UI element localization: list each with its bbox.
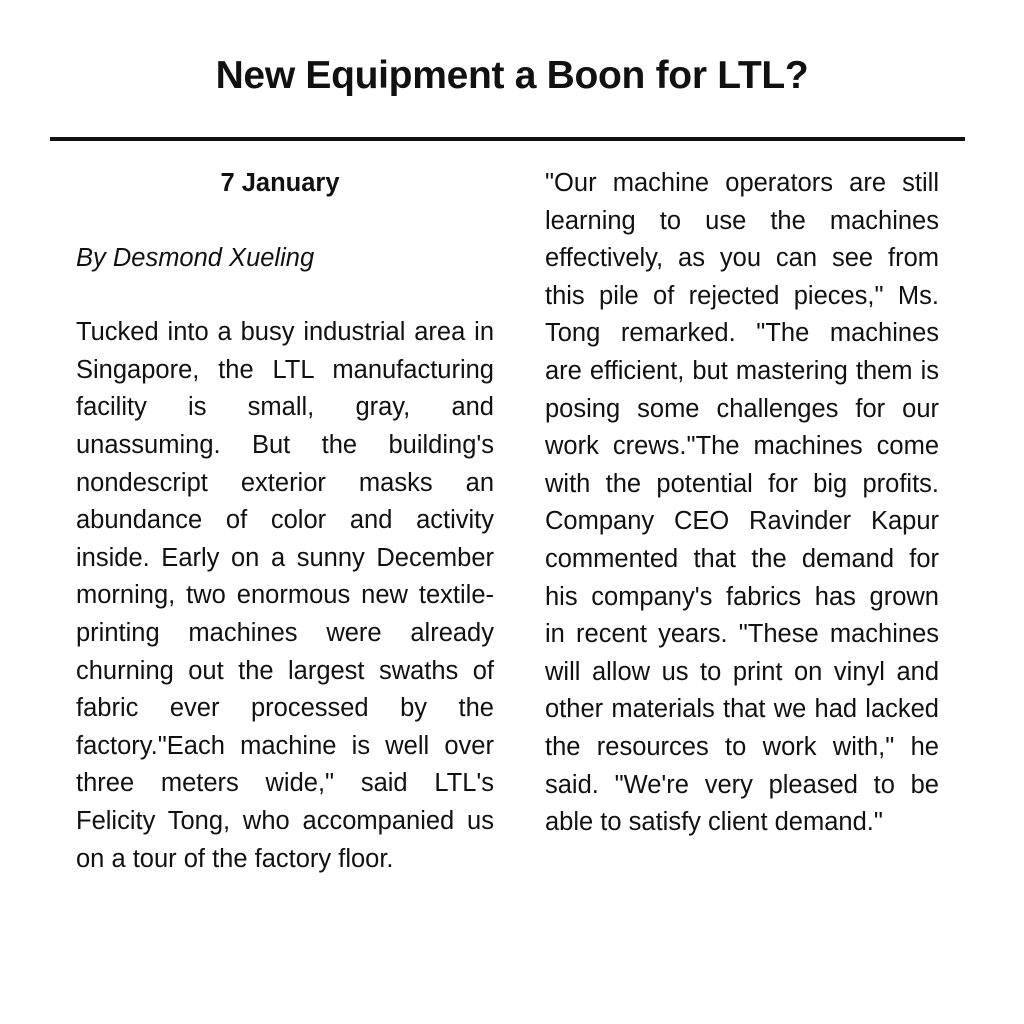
article-byline: By Desmond Xueling — [76, 243, 315, 272]
headline-divider — [50, 137, 965, 141]
article-paragraph-left: Tucked into a busy industrial area in Singapore, the LTL manufacturing facility is small, gray, and unassuming. But the building's nondescript exterior masks an abundance of color and activity inside. Early on a sunny December morning, two enormous new textile-printing machines were already churning out the largest swaths of fabric ever processed by the factory."Each machine is well over three meters wide," said LTL's Felicity Tong, who accompanied us on a tour of the factory floor. — [76, 318, 494, 873]
article-column-right — [545, 165, 939, 842]
article-date: 7 January — [220, 169, 340, 197]
article-paragraph-right: "Our machine operators are still learning to use the machines effectively, as you can see from this pile of rejected pieces," Ms. Tong remarked. "The machines are efficient, but mastering them is posing some challenges for our work crews."The machines come with the potential for big profits. Company CEO Ravinder Kapur commented that the demand for his company's fabrics has grown in recent years. "These machines will allow us to print on vinyl and other materials that we had lacked the resources to work with," he said. "We're very pleased to be able to satisfy client demand." — [545, 169, 939, 837]
article-column-left — [76, 165, 494, 878]
article-headline: New Equipment a Boon for LTL? — [215, 54, 809, 97]
